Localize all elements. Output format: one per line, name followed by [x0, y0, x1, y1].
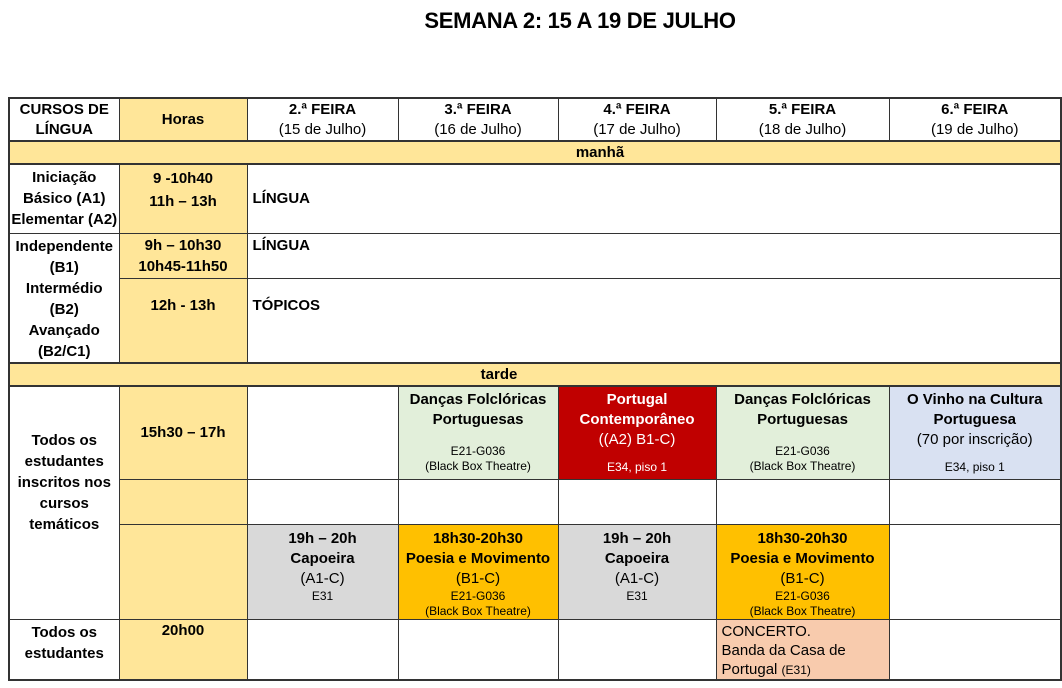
cell-poesia-movimento-5a: 18h30-20h30 Poesia e Movimento (B1-C) E21-G036 (Black Box Theatre)	[716, 525, 889, 620]
empty-cell	[558, 620, 716, 681]
activity-title: O Vinho na Cultura Portuguesa (70 por inscrição)	[906, 390, 1043, 448]
header-day-6a-feira	[889, 98, 1061, 141]
cell-topicos: TÓPICOS	[247, 279, 1061, 363]
hours-topicos: 12h - 13h	[119, 279, 247, 363]
hours-tematicos: 15h30 – 17h	[119, 386, 247, 480]
group-tematicos: Todos os estudantes inscritos nos cursos temáticos	[9, 386, 119, 620]
cell-concerto: CONCERTO. Banda da Casa de Portugal (E31)	[716, 620, 889, 681]
empty-cell-seg-tarde	[247, 386, 398, 480]
day-name: 6.ª FEIRA	[941, 100, 1009, 118]
header-hours: Horas	[119, 98, 247, 141]
empty-cell	[247, 620, 398, 681]
hours-empty	[119, 525, 247, 620]
empty-cell	[889, 525, 1061, 620]
day-date: (16 de Julho)	[434, 120, 522, 138]
header-courses	[9, 98, 119, 141]
empty-cell	[889, 480, 1061, 525]
header-day-5a-feira	[716, 98, 889, 141]
activity-title: Danças Folclóricas Portuguesas	[409, 390, 547, 428]
cell-poesia-movimento-3a: 18h30-20h30 Poesia e Movimento (B1-C) E21-G036 (Black Box Theatre)	[398, 525, 558, 620]
activity-room: E21-G036 (Black Box Theatre)	[749, 443, 856, 473]
cell-vinho-cultura	[889, 386, 1061, 480]
day-name: 5.ª FEIRA	[768, 100, 837, 118]
activity-room: E21-G036 (Black Box Theatre)	[425, 443, 531, 473]
header-day-2a-feira	[247, 98, 398, 141]
day-name: 2.ª FEIRA	[288, 100, 357, 118]
hours-iniciacao: 9 -10h40 11h – 13h	[119, 164, 247, 233]
activity-title: Danças Folclóricas Portuguesas	[734, 390, 871, 428]
cell-lingua-iniciacao: LÍNGUA	[247, 164, 1061, 233]
header-day-3a-feira	[398, 98, 558, 141]
group-independente: Independente (B1) Intermédio (B2) Avançado (B2/C1)	[9, 233, 119, 363]
header-courses-line2: LÍNGUA	[35, 120, 93, 138]
group-iniciacao: Iniciação Básico (A1) Elementar (A2)	[9, 164, 119, 233]
band-manha: manhã	[9, 141, 1061, 164]
group-todos-estudantes: Todos os estudantes	[9, 620, 119, 681]
header-courses-line1: CURSOS DE	[19, 100, 109, 118]
empty-cell	[716, 480, 889, 525]
activity-title: Portugal Contemporâneo ((A2) B1-C)	[579, 390, 695, 448]
empty-cell	[398, 480, 558, 525]
hours-independente-lingua: 9h – 10h30 10h45-11h50	[119, 233, 247, 279]
empty-cell	[398, 620, 558, 681]
day-date: (19 de Julho)	[930, 120, 1019, 138]
day-name: 3.ª FEIRA	[444, 100, 512, 118]
day-name: 4.ª FEIRA	[603, 100, 671, 118]
page-title: SEMANA 2: 15 A 19 DE JULHO	[424, 8, 736, 33]
hours-empty	[119, 480, 247, 525]
empty-cell	[889, 620, 1061, 681]
day-date: (15 de Julho)	[278, 120, 367, 138]
cell-portugal-contemporaneo	[558, 386, 716, 480]
cell-dancas-folcloricas-3a	[398, 386, 558, 480]
band-tarde: tarde	[9, 363, 1061, 386]
day-date: (17 de Julho)	[593, 120, 681, 138]
cell-lingua-independente: LÍNGUA	[247, 233, 1061, 279]
empty-cell	[247, 480, 398, 525]
cell-capoeira-2a: 19h – 20h Capoeira (A1-C) E31	[247, 525, 398, 620]
empty-cell	[558, 480, 716, 525]
activity-room: E34, piso 1	[944, 459, 1005, 474]
activity-room: E34, piso 1	[606, 459, 668, 474]
cell-capoeira-4a: 19h – 20h Capoeira (A1-C) E31	[558, 525, 716, 620]
header-day-4a-feira	[558, 98, 716, 141]
day-date: (18 de Julho)	[758, 120, 847, 138]
schedule-table	[8, 97, 1062, 681]
hours-concerto: 20h00	[119, 620, 247, 681]
cell-dancas-folcloricas-5a	[716, 386, 889, 480]
